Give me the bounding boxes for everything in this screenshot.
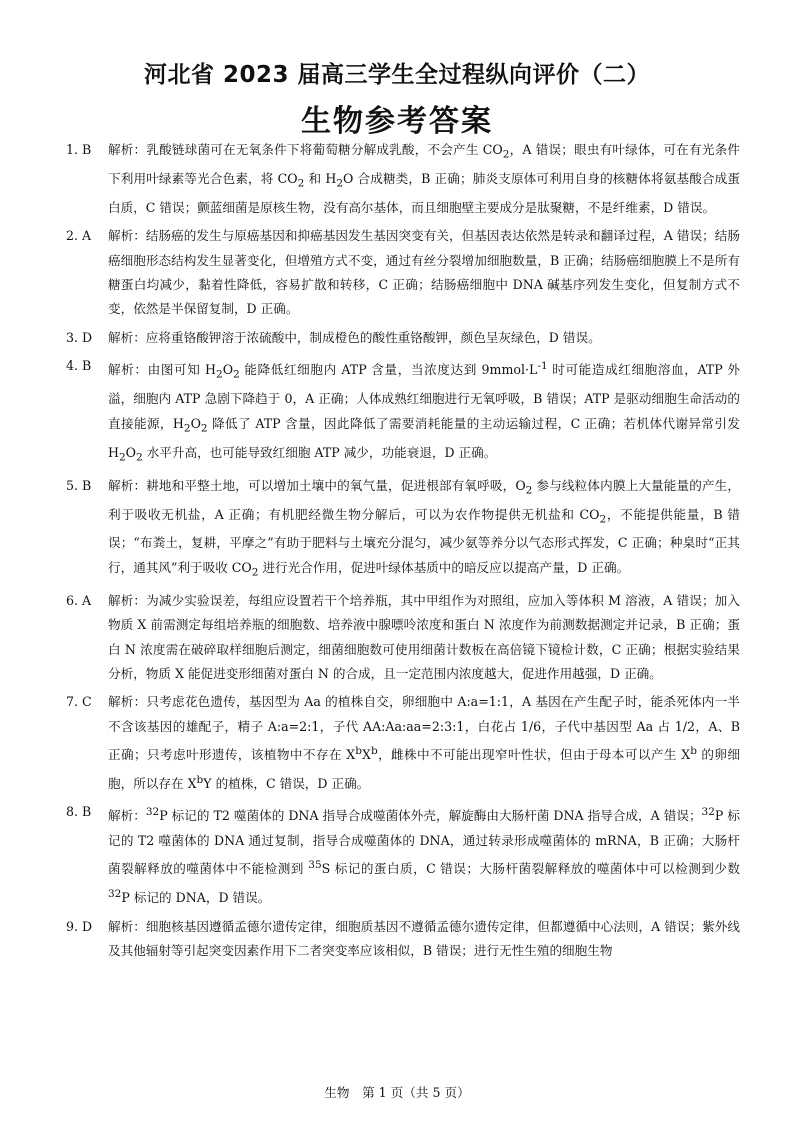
answer-number: 4. B xyxy=(66,358,92,374)
document-subtitle: 生物参考答案 xyxy=(301,104,493,139)
answer-number: 6. A xyxy=(66,592,92,608)
answer-explanation: 解析：乳酸链球菌可在无氧条件下将葡萄糖分解成乳酸，不会产生 $CO_2$，A 错误；眼虫有叶绿体，可在有光条件下利用叶绿素等光合色素，将 $CO_2$ 和 $H_2O$ 合成糖类，B 正确；肺炎支原体可利用自身的核糖体将氨基酸合成蛋白质，C 错误；颤蓝细菌是原核生物，没有高尔基体，而且细胞壁主要成分是肽聚糖，不是纤维素，D 错误。 xyxy=(108,142,740,215)
answer-item xyxy=(66,224,740,322)
answer-number: 9. D xyxy=(66,918,93,934)
answer-item xyxy=(66,690,740,796)
answer-item xyxy=(66,474,740,585)
answer-explanation: 解析：结肠癌的发生与原癌基因和抑癌基因发生基因突变有关，但基因表达依然是转录和翻译过程，A 错误；结肠癌细胞形态结构发生显著变化，但增殖方式不变，通过有丝分裂增加细胞数量，B 正确；结肠癌细胞膜上不是所有糖蛋白均减少，黏着性降低，容易扩散和转移，C 正确；结肠癌细胞中 DNA 碱基序列发生变化，但复制方式不变，依然是半保留复制，D 正确。 xyxy=(108,228,740,317)
answer-item xyxy=(66,800,740,910)
answer-item xyxy=(66,354,740,469)
answer-item xyxy=(66,326,740,350)
answer-number: 3. D xyxy=(66,329,93,345)
answer-number: 7. C xyxy=(66,694,92,710)
answer-item xyxy=(66,589,740,687)
answer-number: 5. B xyxy=(66,477,92,493)
answer-number: 2. A xyxy=(66,228,92,244)
answer-explanation: 解析：应将重铬酸钾溶于浓硫酸中，制成橙色的酸性重铬酸钾，颜色呈灰绿色，D 错误。 xyxy=(108,329,601,345)
answer-explanation: 解析：为减少实验误差，每组应设置若干个培养瓶，其中甲组作为对照组，应加入等体积 M 溶液，A 错误；加入物质 X 前需测定每组培养瓶的细胞数、培养液中腺嘌呤浓度和蛋白 N 浓度作为前测数据测定并记录，B 正确；蛋白 N 浓度需在破碎取样细胞后测定，细菌细胞数可使用细菌计数板在高倍镜下镜检计数，C 正确；根据实验结果分析，物质 X 能促进变形细菌对蛋白 N 的合成，且一定范围内浓度越大，促进作用越强，D 正确。 xyxy=(108,592,740,682)
document-title: 河北省 2023 届高三学生全过程纵向评价（二） xyxy=(143,62,651,88)
page-footer: 生物 第 1 页（共 5 页） xyxy=(324,1085,470,1100)
answer-explanation: 解析：耕地和平整土地，可以增加土壤中的氧气量，促进根部有氧呼吸，$O_2$ 参与线粒体内膜上大量能量的产生，利于吸收无机盐，A 正确；有机肥经微生物分解后，可以为农作物提供无机盐和 $CO_2$，不能提供能量，B 错误；“布粪土，复耕，平摩之”有助于肥料与土壤充分混匀，减少氨等养分以气态形式挥发，C 正确；种臬时“正其行，通其风”利于吸收 $CO_2$ 进行光合作用，促进叶绿体基质中的暗反应以提高产量，D 正确。 xyxy=(108,477,740,579)
answer-item xyxy=(66,915,740,964)
answer-explanation: 解析：细胞核基因遵循孟德尔遗传定律，细胞质基因不遵循孟德尔遗传定律，但都遵循中心法则，A 错误；紫外线及其他辐射等引起突变因素作用下二者突变率应该相似，B 错误；进行无性生殖的细胞生物 xyxy=(108,918,740,959)
answer-explanation: 解析：$^{32}$P 标记的 T2 噬菌体的 DNA 指导合成噬菌体外壳，解旋酶由大肠杆菌 DNA 指导合成，A 错误；$^{32}$P 标记的 T2 噬菌体的 DNA 通过复制，指导合成噬菌体的 DNA，通过转录形成噬菌体的 mRNA，B 正确；大肠杆菌裂解释放的噬菌体中不能检测到 $^{35}$S 标记的蛋白质，C 错误；大肠杆菌裂解释放的噬菌体中可以检测到少数 $^{32}$P 标记的 DNA，D 错误。 xyxy=(108,806,741,906)
answer-list xyxy=(66,138,740,967)
answer-number: 1. B xyxy=(66,142,92,157)
answer-number: 8. B xyxy=(66,804,92,820)
answer-item xyxy=(66,138,740,220)
answer-explanation: 解析：只考虑花色遗传，基因型为 Aa 的植株自交，卵细胞中 A:a=1:1，A 基因在产生配子时，能杀死体内一半不含该基因的雄配子，精子 A:a=2:1，子代 AA:Aa:aa=2:3:1，白花占 1/6，子代中基因型 Aa 占 1/2，A、B 正确；只考虑叶形遗传，该植物中不存在 $X^bX^b$，雌株中不可能出现窄叶性状，但由于母本可以产生 $X^b$ 的卵细胞，所以存在 $X^bY$ 的植株，C 错误，D 正确。 xyxy=(108,694,740,792)
answer-explanation: 解析：由图可知 $H_2O_2$ 能降低红细胞内 ATP 含量，当浓度达到 $9mmol\cdot L^{-1}$ 时可能造成红细胞溶血，ATP 外溢，细胞内 ATP 急剧下降趋于 0，A 正确；人体成熟红细胞进行无氧呼吸，B 错误；ATP 是驱动细胞生命活动的直接能源，$H_2O_2$ 降低了 ATP 含量，因此降低了需要消耗能量的主动运输过程，C 正确；若机体代谢异常引发 $H_2O_2$ 水平升高，也可能导致红细胞 ATP 减少，功能衰退，D 正确。 xyxy=(108,360,740,464)
